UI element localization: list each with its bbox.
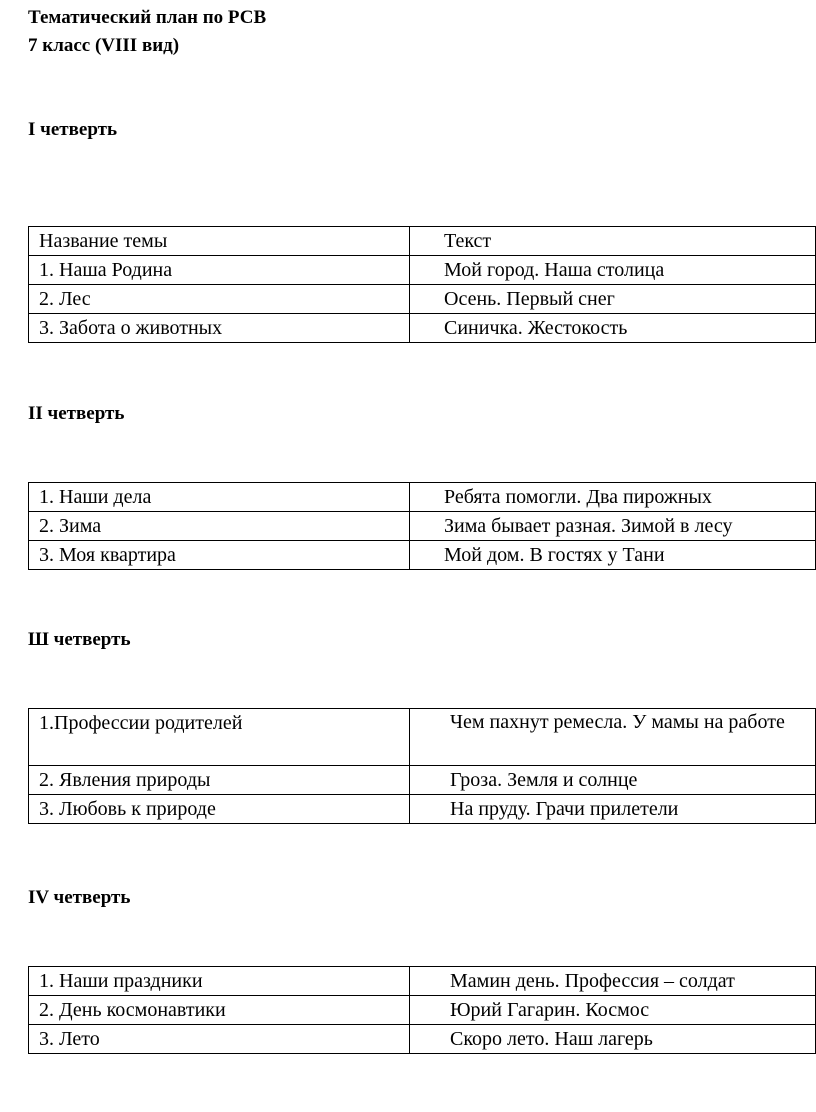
topic-cell: 2. Зима — [29, 512, 410, 541]
quarter-1-table — [28, 226, 816, 343]
table-row — [29, 483, 816, 512]
topic-cell: 1. Наши дела — [29, 483, 410, 512]
topic-cell: 1. Наши праздники — [29, 967, 410, 996]
text-cell-value: Чем пахнут ремесла. У мамы на работе — [450, 711, 785, 733]
text-cell: Гроза. Земля и солнце — [410, 766, 816, 795]
topic-cell: 3. Любовь к природе — [29, 795, 410, 824]
topic-cell: Название темы — [29, 227, 410, 256]
topic-cell: 2. Лес — [29, 285, 410, 314]
quarter-2-table — [28, 482, 816, 570]
text-cell: Зима бывает разная. Зимой в лесу — [410, 512, 816, 541]
text-cell: Скоро лето. Наш лагерь — [410, 1025, 816, 1054]
topic-cell: 2. Явления природы — [29, 766, 410, 795]
text-cell: Текст — [410, 227, 816, 256]
table-row — [29, 996, 816, 1025]
document-subtitle: 7 класс (VIII вид) — [28, 35, 180, 56]
topic-cell: 3. Лето — [29, 1025, 410, 1054]
document-title: Тематический план по РСВ — [28, 7, 267, 28]
quarter-2-heading: II четверть — [28, 403, 125, 424]
table-row — [29, 285, 816, 314]
topic-cell: 2. День космонавтики — [29, 996, 410, 1025]
table-row — [29, 766, 816, 795]
table-row — [29, 256, 816, 285]
table-row — [29, 314, 816, 343]
table-row — [29, 541, 816, 570]
text-cell: Мой город. Наша столица — [410, 256, 816, 285]
text-cell: Мой дом. В гостях у Тани — [410, 541, 816, 570]
text-cell: Осень. Первый снег — [410, 285, 816, 314]
text-cell: На пруду. Грачи прилетели — [410, 795, 816, 824]
table-row — [29, 795, 816, 824]
quarter-3-table — [28, 708, 816, 824]
text-cell: Синичка. Жестокость — [410, 314, 816, 343]
topic-cell: 3. Моя квартира — [29, 541, 410, 570]
text-cell — [410, 709, 816, 766]
quarter-1-heading: I четверть — [28, 119, 118, 140]
quarter-4-table — [28, 966, 816, 1054]
table-row — [29, 1025, 816, 1054]
table-row — [29, 967, 816, 996]
text-cell: Юрий Гагарин. Космос — [410, 996, 816, 1025]
text-cell: Мамин день. Профессия – солдат — [410, 967, 816, 996]
quarter-3-heading: Ш четверть — [28, 629, 131, 650]
topic-cell: 1. Наша Родина — [29, 256, 410, 285]
table-row — [29, 709, 816, 766]
table-row — [29, 512, 816, 541]
topic-cell: 1.Профессии родителей — [29, 709, 410, 766]
table-row — [29, 227, 816, 256]
quarter-4-heading: IV четверть — [28, 887, 131, 908]
text-cell: Ребята помогли. Два пирожных — [410, 483, 816, 512]
topic-cell: 3. Забота о животных — [29, 314, 410, 343]
